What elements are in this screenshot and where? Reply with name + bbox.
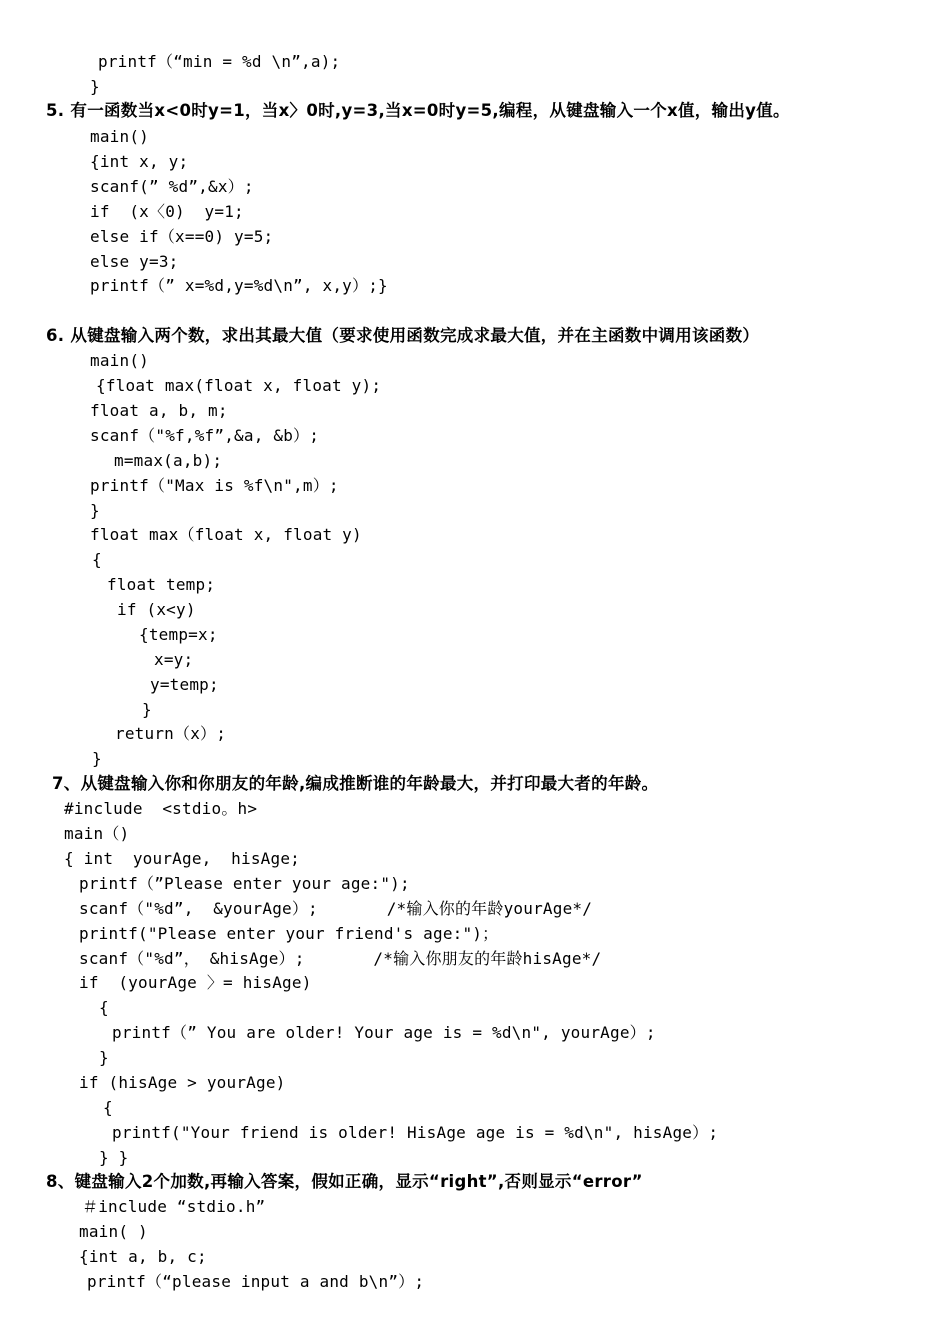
code-line: printf（“please input a and b\n”）;	[87, 1272, 425, 1291]
question-7-heading: 7、从键盘输入你和你朋友的年龄,编成推断谁的年龄最大，并打印最大者的年龄。	[52, 774, 659, 793]
code-line: scanf（"%d”, &yourAge）; /*输入你的年龄yourAge*/	[79, 899, 593, 918]
code-line: main（)	[64, 824, 130, 843]
code-line: {	[99, 998, 109, 1017]
code-line: if (hisAge > yourAge)	[79, 1073, 286, 1092]
code-line: printf（” You are older! Your age is = %d\n", yourAge）;	[112, 1023, 656, 1042]
code-line: printf("Please enter your friend's age:")；	[79, 924, 499, 943]
code-line: return（x）;	[115, 724, 227, 743]
code-line: float a, b, m;	[90, 401, 228, 420]
code-line: }	[142, 700, 152, 719]
code-line: }	[99, 1048, 109, 1067]
code-line: {	[92, 550, 102, 569]
code-line: {int a, b, c;	[79, 1247, 207, 1266]
question-6-heading: 6. 从键盘输入两个数，求出其最大值（要求使用函数完成求最大值，并在主函数中调用该函数）	[46, 326, 760, 345]
code-line: {int x, y;	[90, 152, 189, 171]
code-line: float temp;	[107, 575, 216, 594]
code-line: scanf（"%d”， &hisAge）; /*输入你朋友的年龄hisAge*/	[79, 949, 602, 968]
code-line: }	[90, 501, 100, 520]
code-line: main()	[90, 351, 149, 370]
code-line: if (x<y)	[117, 600, 196, 619]
code-line: scanf（"%f,%f”,&a, &b）;	[90, 426, 320, 445]
code-line: printf（“min = %d \n”,a);	[98, 52, 341, 71]
code-line: y=temp;	[150, 675, 219, 694]
code-line: }	[90, 77, 100, 96]
code-line: {temp=x;	[139, 625, 218, 644]
code-line: printf（"Max is %f\n",m）;	[90, 476, 339, 495]
code-line: #include <stdio。h>	[64, 799, 258, 818]
code-line: }	[92, 749, 102, 768]
code-line: } }	[99, 1148, 129, 1167]
code-line: if (x〈0) y=1;	[90, 202, 244, 221]
code-line: m=max(a,b);	[114, 451, 223, 470]
code-line: main()	[90, 127, 149, 146]
code-line: {float max(float x, float y);	[96, 376, 382, 395]
code-line: float max（float x, float y)	[90, 525, 362, 544]
code-line: {	[103, 1098, 113, 1117]
question-5-heading: 5. 有一函数当x<0时y=1，当x〉0时,y=3,当x=0时y=5,编程，从键盘输入一个x值，输出y值。	[46, 101, 790, 120]
code-line: else y=3;	[90, 252, 179, 271]
code-line: { int yourAge, hisAge;	[64, 849, 300, 868]
question-8-heading: 8、键盘输入2个加数,再输入答案，假如正确，显示“right”,否则显示“error”	[46, 1172, 643, 1191]
code-line: printf（”Please enter your age:");	[79, 874, 410, 893]
code-line: scanf(” %d”,&x）;	[90, 177, 254, 196]
code-line: printf("Your friend is older! HisAge age is = %d\n", hisAge）;	[112, 1123, 719, 1142]
code-line: main( )	[79, 1222, 148, 1241]
code-line: else if（x==0) y=5;	[90, 227, 274, 246]
code-line: printf（” x=%d,y=%d\n”, x,y）;}	[90, 276, 388, 295]
code-line: x=y;	[154, 650, 194, 669]
code-line: if (yourAge 〉= hisAge)	[79, 973, 312, 992]
code-line: ＃include “stdio.h”	[82, 1197, 266, 1216]
